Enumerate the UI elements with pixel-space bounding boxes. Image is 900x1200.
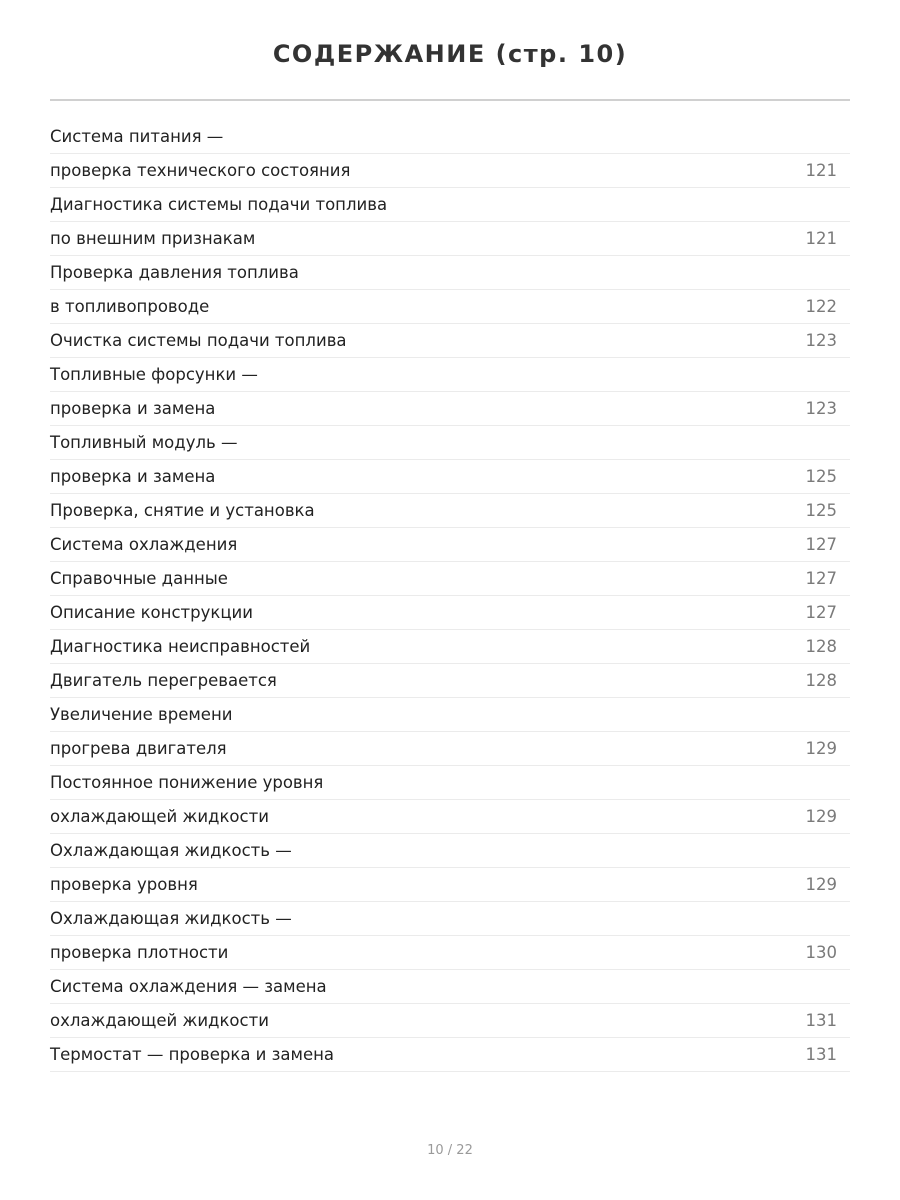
toc-entry-title: проверка уровня [50,875,198,894]
toc-row[interactable] [50,1038,850,1072]
toc-entry-title: Очистка системы подачи топлива [50,331,347,350]
toc-row[interactable] [50,120,850,154]
toc-entry-title: Охлаждающая жидкость — [50,909,292,928]
toc-row[interactable] [50,630,850,664]
toc-entry-title: Система охлаждения — замена [50,977,327,996]
toc-page-number: 130 [805,943,837,962]
toc-entry-title: Охлаждающая жидкость — [50,841,292,860]
toc-row[interactable] [50,868,850,902]
toc-row[interactable] [50,222,850,256]
toc-entry-title: Диагностика неисправностей [50,637,311,656]
toc-row[interactable] [50,1004,850,1038]
toc-entry-title: Проверка давления топлива [50,263,299,282]
toc-page-number: 128 [805,637,837,656]
toc-entry-title: в топливопроводе [50,297,210,316]
toc-page-number: 123 [805,331,837,350]
toc-row[interactable] [50,766,850,800]
toc-entry-title: Справочные данные [50,569,228,588]
toc-row[interactable] [50,834,850,868]
toc-entry-title: Топливный модуль — [50,433,238,452]
toc-page-number: 125 [805,501,837,520]
toc-entry-title: проверка и замена [50,467,216,486]
table-of-contents [50,120,850,1072]
toc-row[interactable] [50,358,850,392]
toc-page-number: 129 [805,739,837,758]
toc-page-number: 129 [805,875,837,894]
toc-row[interactable] [50,562,850,596]
toc-page-number: 128 [805,671,837,690]
toc-row[interactable] [50,256,850,290]
toc-page-number: 123 [805,399,837,418]
toc-row[interactable] [50,698,850,732]
toc-entry-title: Постоянное понижение уровня [50,773,324,792]
toc-entry-title: Термостат — проверка и замена [50,1045,335,1064]
toc-row[interactable] [50,970,850,1004]
toc-row[interactable] [50,732,850,766]
toc-page-number: 131 [805,1045,837,1064]
toc-page-number: 121 [805,229,837,248]
toc-entry-title: Система питания — [50,127,224,146]
toc-entry-title: Диагностика системы подачи топлива [50,195,388,214]
toc-page-number: 125 [805,467,837,486]
toc-row[interactable] [50,596,850,630]
toc-page-number: 122 [805,297,837,316]
toc-row[interactable] [50,528,850,562]
toc-entry-title: проверка технического состояния [50,161,351,180]
toc-row[interactable] [50,664,850,698]
toc-page-number: 129 [805,807,837,826]
toc-row[interactable] [50,392,850,426]
toc-row[interactable] [50,936,850,970]
toc-entry-title: охлаждающей жидкости [50,807,269,826]
toc-row[interactable] [50,426,850,460]
toc-entry-title: Двигатель перегревается [50,671,277,690]
toc-entry-title: Проверка, снятие и установка [50,501,315,520]
toc-page-number: 127 [805,569,837,588]
toc-entry-title: охлаждающей жидкости [50,1011,269,1030]
toc-page-number: 127 [805,603,837,622]
toc-row[interactable] [50,290,850,324]
toc-row[interactable] [50,188,850,222]
toc-row[interactable] [50,800,850,834]
toc-entry-title: Увеличение времени [50,705,233,724]
toc-row[interactable] [50,902,850,936]
toc-entry-title: проверка и замена [50,399,216,418]
toc-entry-title: Топливные форсунки — [50,365,258,384]
toc-entry-title: Описание конструкции [50,603,254,622]
toc-row[interactable] [50,324,850,358]
page-title: СОДЕРЖАНИЕ (стр. 10) [272,40,628,68]
toc-row[interactable] [50,494,850,528]
page-counter: 10 / 22 [427,1143,473,1158]
title-divider [50,99,850,101]
toc-entry-title: Система охлаждения [50,535,238,554]
toc-row[interactable] [50,460,850,494]
toc-entry-title: прогрева двигателя [50,739,227,758]
toc-row[interactable] [50,154,850,188]
toc-page-number: 127 [805,535,837,554]
toc-page-number: 121 [805,161,837,180]
toc-entry-title: проверка плотности [50,943,229,962]
toc-entry-title: по внешним признакам [50,229,256,248]
toc-page-number: 131 [805,1011,837,1030]
